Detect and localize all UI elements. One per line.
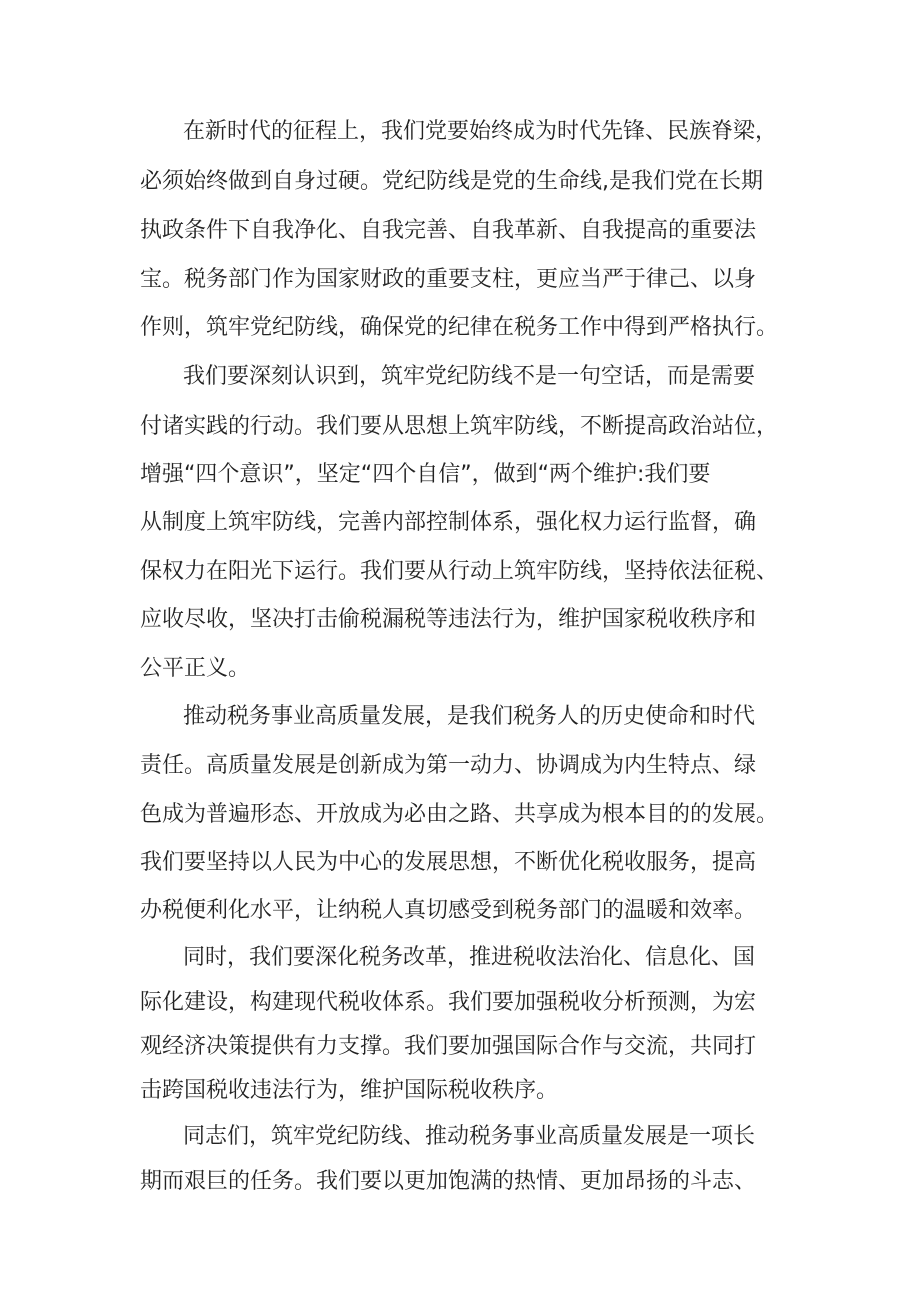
text-line: 必须始终做到自身过硬。党纪防线是党的生命线,是我们党在长期 xyxy=(140,169,763,194)
text-line: 增强“四个意识”，坚定“四个自信”，做到“两个维护:我们要 xyxy=(140,462,711,487)
text-line: 观经济决策提供有力支撑。我们要加强国际合作与交流，共同打 xyxy=(140,1034,757,1059)
text-line: 从制度上筑牢防线，完善内部控制体系，强化权力运行监督，确 xyxy=(140,510,757,535)
text-line: 推动税务事业高质量发展，是我们税务人的历史使命和时代 xyxy=(183,704,756,729)
text-line: 公平正义。 xyxy=(140,656,251,681)
text-line: 同志们，筑牢党纪防线、推动税务事业高质量发展是一项长 xyxy=(183,1124,756,1149)
text-line: 色成为普遍形态、开放成为必由之路、共享成为根本目的的发展。 xyxy=(140,802,779,827)
text-line: 在新时代的征程上，我们党要始终成为时代先锋、民族脊梁， xyxy=(183,119,778,144)
text-line: 责任。高质量发展是创新成为第一动力、协调成为内生特点、绿 xyxy=(140,753,757,778)
text-line: 同时，我们要深化税务改革，推进税收法治化、信息化、国 xyxy=(183,945,756,970)
text-line: 击跨国税收违法行为，维护国际税收秩序。 xyxy=(140,1078,559,1103)
text-line: 我们要坚持以人民为中心的发展思想，不断优化税收服务，提高 xyxy=(140,850,757,875)
text-line: 作则，筑牢党纪防线，确保党的纪律在税务工作中得到严格执行。 xyxy=(140,315,779,340)
text-line: 宝。税务部门作为国家财政的重要支柱，更应当严于律己、以身 xyxy=(140,267,757,292)
text-line: 期而艰巨的任务。我们要以更加饱满的热情、更加昂扬的斗志、 xyxy=(140,1169,757,1194)
text-line: 我们要深刻认识到，筑牢党纪防线不是一句空话，而是需要 xyxy=(183,364,756,389)
text-line: 际化建设，构建现代税收体系。我们要加强税收分析预测，为宏 xyxy=(140,990,757,1015)
text-line: 办税便利化水平，让纳税人真切感受到税务部门的温暖和效率。 xyxy=(140,898,757,923)
text-line: 保权力在阳光下运行。我们要从行动上筑牢防线，坚持依法征税、 xyxy=(140,559,779,584)
text-line: 付诸实践的行动。我们要从思想上筑牢防线，不断提高政治站位， xyxy=(140,414,779,439)
text-line: 执政条件下自我净化、自我完善、自我革新、自我提高的重要法 xyxy=(140,218,757,243)
text-line: 应收尽收，坚决打击偷税漏税等违法行为，维护国家税收秩序和 xyxy=(140,607,757,632)
